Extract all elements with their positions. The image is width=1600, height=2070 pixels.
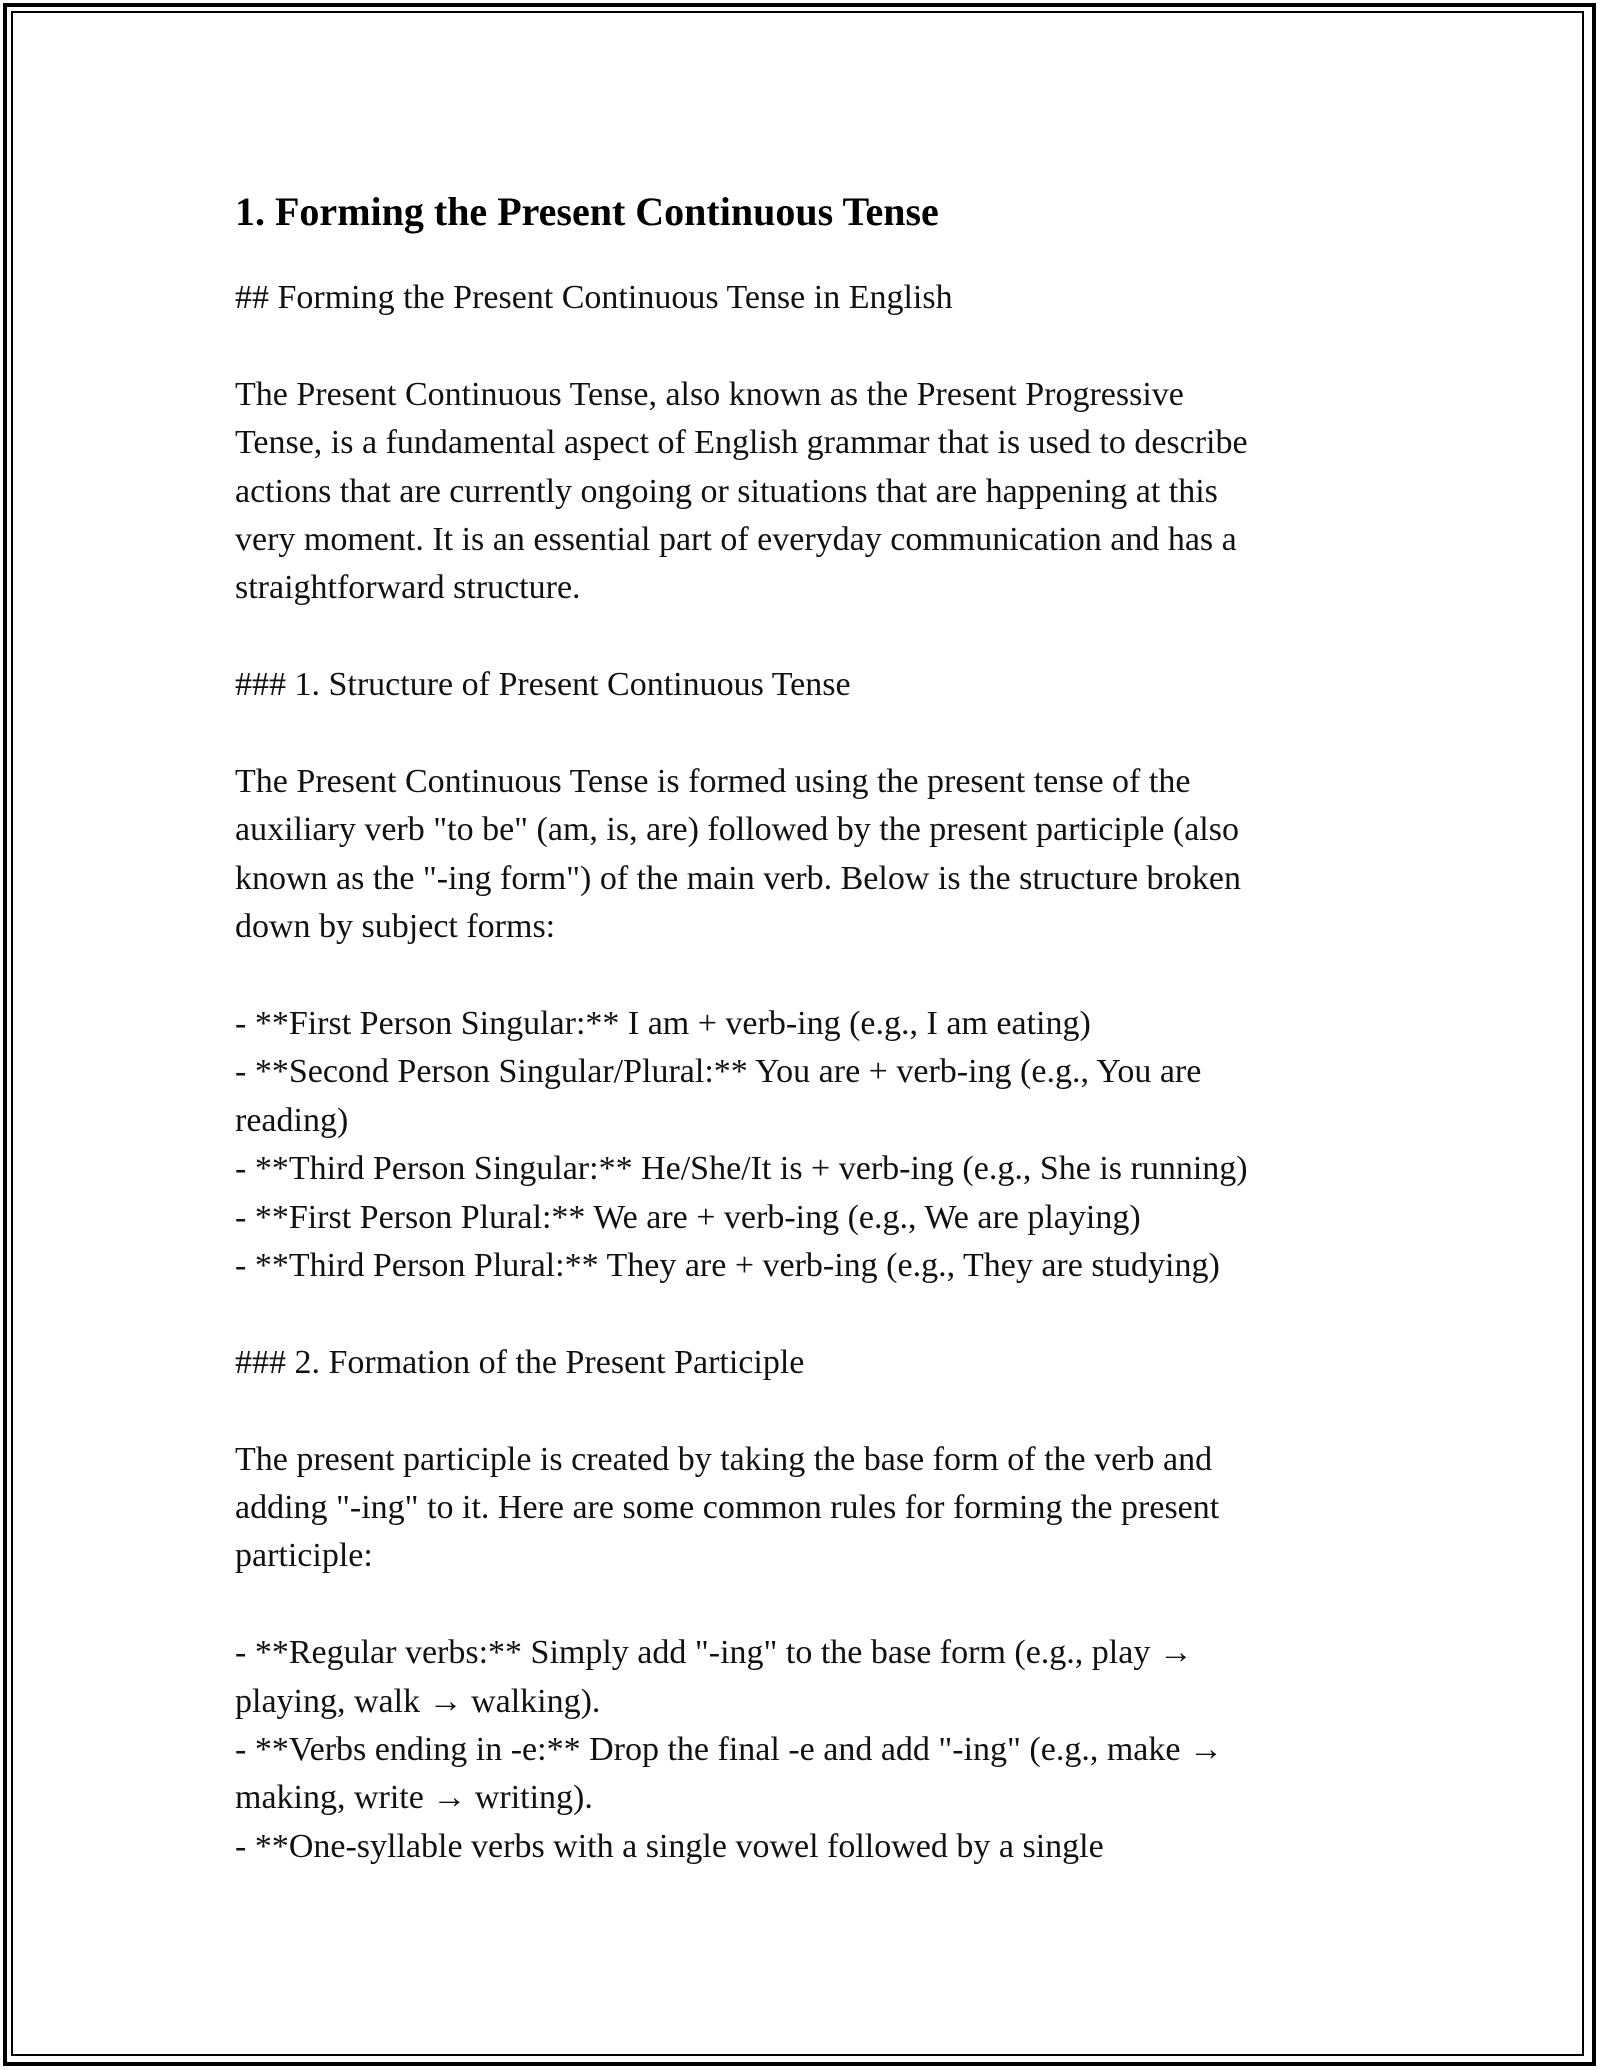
- text-line: - **Second Person Singular/Plural:** You are + verb-ing (e.g., You are: [235, 1053, 1202, 1091]
- text-line: auxiliary verb "to be" (am, is, are) followed by the present participle (also: [235, 811, 1239, 849]
- text-line: - **Regular verbs:** Simply add "-ing" to the base form (e.g., play →: [235, 1634, 1193, 1672]
- text-line: ### 2. Formation of the Present Participle: [235, 1343, 805, 1381]
- text-line: - **Verbs ending in -e:** Drop the final -e and add "-ing" (e.g., make →: [235, 1731, 1223, 1769]
- document-body: [235, 186, 1385, 1871]
- text-line: participle:: [235, 1537, 373, 1575]
- blank-line: [235, 952, 1385, 1000]
- blank-line: [235, 1387, 1385, 1435]
- text-line: ### 1. Structure of Present Continuous Tense: [235, 666, 851, 704]
- blank-line: [235, 613, 1385, 661]
- text-line: very moment. It is an essential part of everyday communication and has a: [235, 521, 1237, 559]
- text-line: - **First Person Plural:** We are + verb-ing (e.g., We are playing): [235, 1198, 1141, 1236]
- text-line: playing, walk → walking).: [235, 1682, 601, 1720]
- text-line: Tense, is a fundamental aspect of English grammar that is used to describe: [235, 424, 1248, 462]
- document-title: 1. Forming the Present Continuous Tense: [235, 189, 939, 234]
- blank-line: [235, 1581, 1385, 1629]
- text-line: The Present Continuous Tense, also known as the Present Progressive: [235, 375, 1184, 413]
- text-line: actions that are currently ongoing or situations that are happening at this: [235, 472, 1218, 510]
- text-line: - **Third Person Plural:** They are + verb-ing (e.g., They are studying): [235, 1247, 1220, 1285]
- text-line: reading): [235, 1101, 349, 1139]
- text-line: The present participle is created by taking the base form of the verb and: [235, 1440, 1213, 1478]
- text-line: making, write → writing).: [235, 1779, 593, 1817]
- text-line: The Present Continuous Tense is formed using the present tense of the: [235, 763, 1191, 801]
- text-line: - **One-syllable verbs with a single vowel followed by a single: [235, 1827, 1104, 1865]
- text-line: ## Forming the Present Continuous Tense in English: [235, 279, 953, 316]
- blank-line: [235, 322, 1385, 370]
- blank-line: [235, 1290, 1385, 1338]
- text-line: known as the "-ing form") of the main verb. Below is the structure broken: [235, 859, 1241, 897]
- text-line: down by subject forms:: [235, 908, 556, 946]
- text-line: - **First Person Singular:** I am + verb-ing (e.g., I am eating): [235, 1005, 1091, 1043]
- blank-line: [235, 710, 1385, 758]
- text-lines: [235, 274, 1385, 1871]
- text-line: straightforward structure.: [235, 569, 581, 607]
- text-line: adding "-ing" to it. Here are some common rules for forming the present: [235, 1489, 1220, 1527]
- text-line: - **Third Person Singular:** He/She/It is + verb-ing (e.g., She is running): [235, 1150, 1248, 1188]
